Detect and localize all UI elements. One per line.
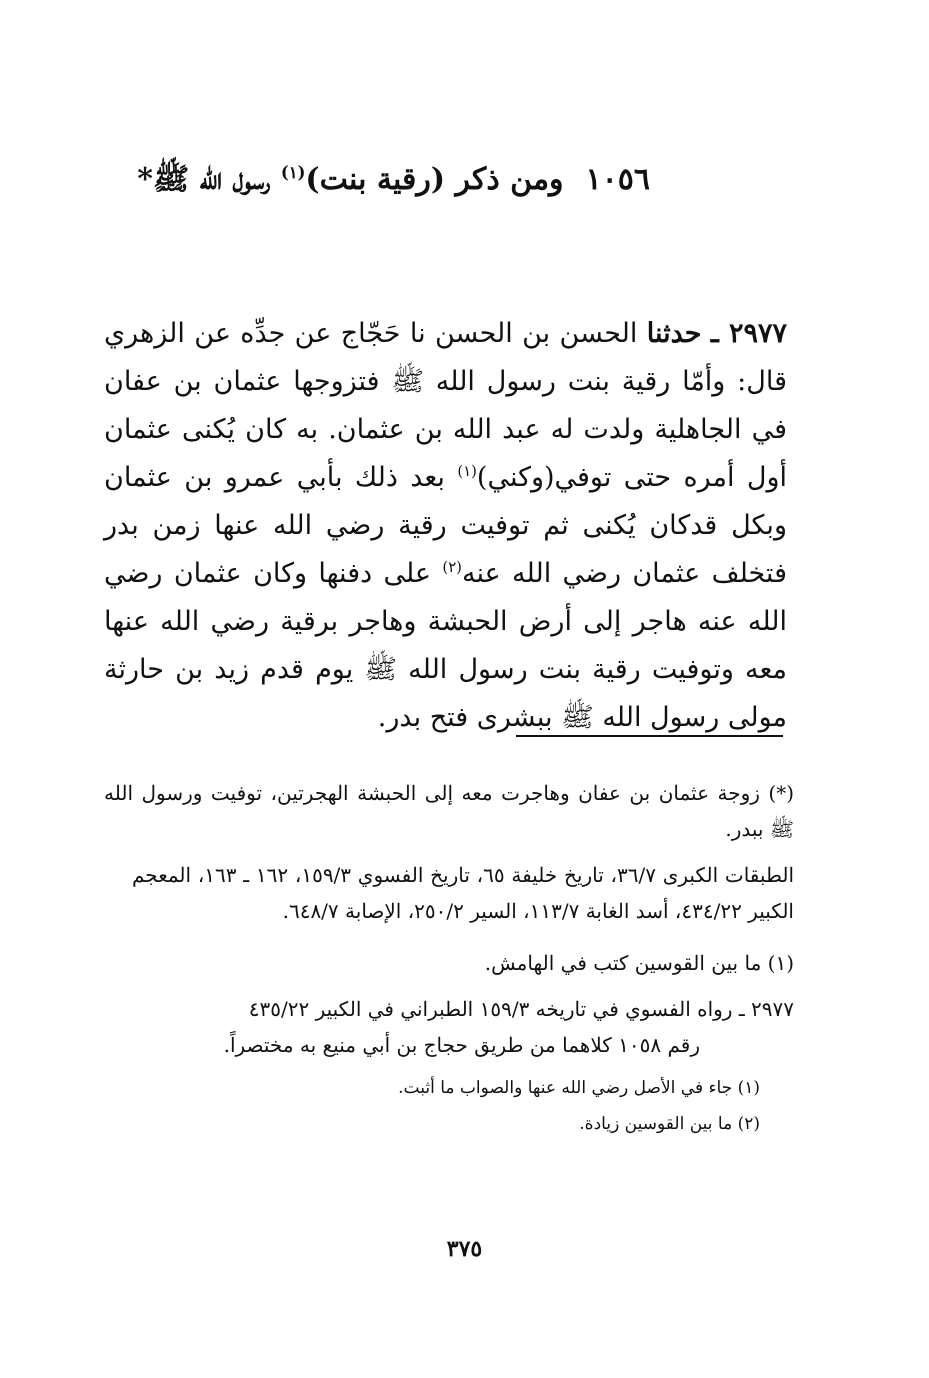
footnote-divider [516, 735, 783, 737]
chapter-title: ومن ذكر (رقية بنت)$^{(١)}$ رسول الله ﷺ* [137, 162, 564, 197]
reference-line-1: رواه الفسوي في تاريخه ١٥٩/٣ الطبراني في الكبير ٤٣٥/٢٢ [248, 997, 733, 1021]
hadith-text [104, 310, 787, 742]
hadith-text-part2: بعد ذلك بأبي عمرو بن عثمان وبكل قدكان يُكنى ثم توفيت رقية رضي الله عنها زمن بدر فتخلف عثمان رضي الله عنه [104, 462, 787, 589]
footnote-marker-2: (٢) [442, 558, 462, 576]
hadith-number: ٢٩٧٧ ـ [710, 318, 787, 349]
title-footnote-marker: (١) [280, 163, 306, 182]
hadith-text-part3: على دفنها وكان عثمان رضي الله عنه هاجر إلى أرض الحبشة وهاجر برقية رضي الله عنها معه وتوفيت رقية بنت رسول الله ﷺ يوم قدم زيد بن حارثة مولى رسول الله ﷺ ببشرى فتح بدر. [104, 558, 787, 733]
reference-line-2: رقم ١٠٥٨ كلاهما من طريق حجاج بن أبي منيع به مختصراً. [223, 1033, 700, 1057]
sources-note: الطبقات الكبرى ٣٦/٧، تاريخ خليفة ٦٥، تاريخ الفسوي ١٥٩/٣، ١٦٢ ـ ١٦٣، المعجم الكبير ٤٣٤/٢٢، أسد الغابة ١١٣/٧، السير ٢٥٠/٢، الإصابة ٦٤٨/٧. [132, 863, 794, 923]
footnote-1: (١) ما بين القوسين كتب في الهامش. [484, 951, 794, 975]
chapter-heading [137, 158, 650, 202]
reference-label: ٢٩٧٧ ـ [738, 997, 794, 1021]
hadith-reference-note [104, 991, 794, 1063]
hadith-keyword: حدثنا [646, 318, 702, 349]
footnote-marker-1: (١) [457, 462, 477, 480]
editor-footnote-2: (٢) ما بين القوسين زيادة. [579, 1114, 760, 1134]
page-number: ٣٧٥ [446, 1236, 483, 1262]
chapter-number: ١٠٥٦ [585, 162, 650, 197]
hadith-text-part1: الحسن بن الحسن نا حَجّاج عن جدِّه عن الزهري قال: وأمّا رقية بنت رسول الله ﷺ فتزوجها عثمان بن عفان في الجاهلية ولدت له عبد الله بن عثمان. به كان يُكنى عثمان أول أمره حتى توفي(وكني) [104, 318, 787, 493]
biography-note: (*) زوجة عثمان بن عفان وهاجرت معه إلى الحبشة الهجرتين، توفيت ورسول الله ﷺ ببدر. [104, 781, 794, 841]
editor-footnote-1: (١) جاء في الأصل رضي الله عنها والصواب ما أثبت. [398, 1078, 760, 1098]
footnotes [104, 775, 794, 1139]
